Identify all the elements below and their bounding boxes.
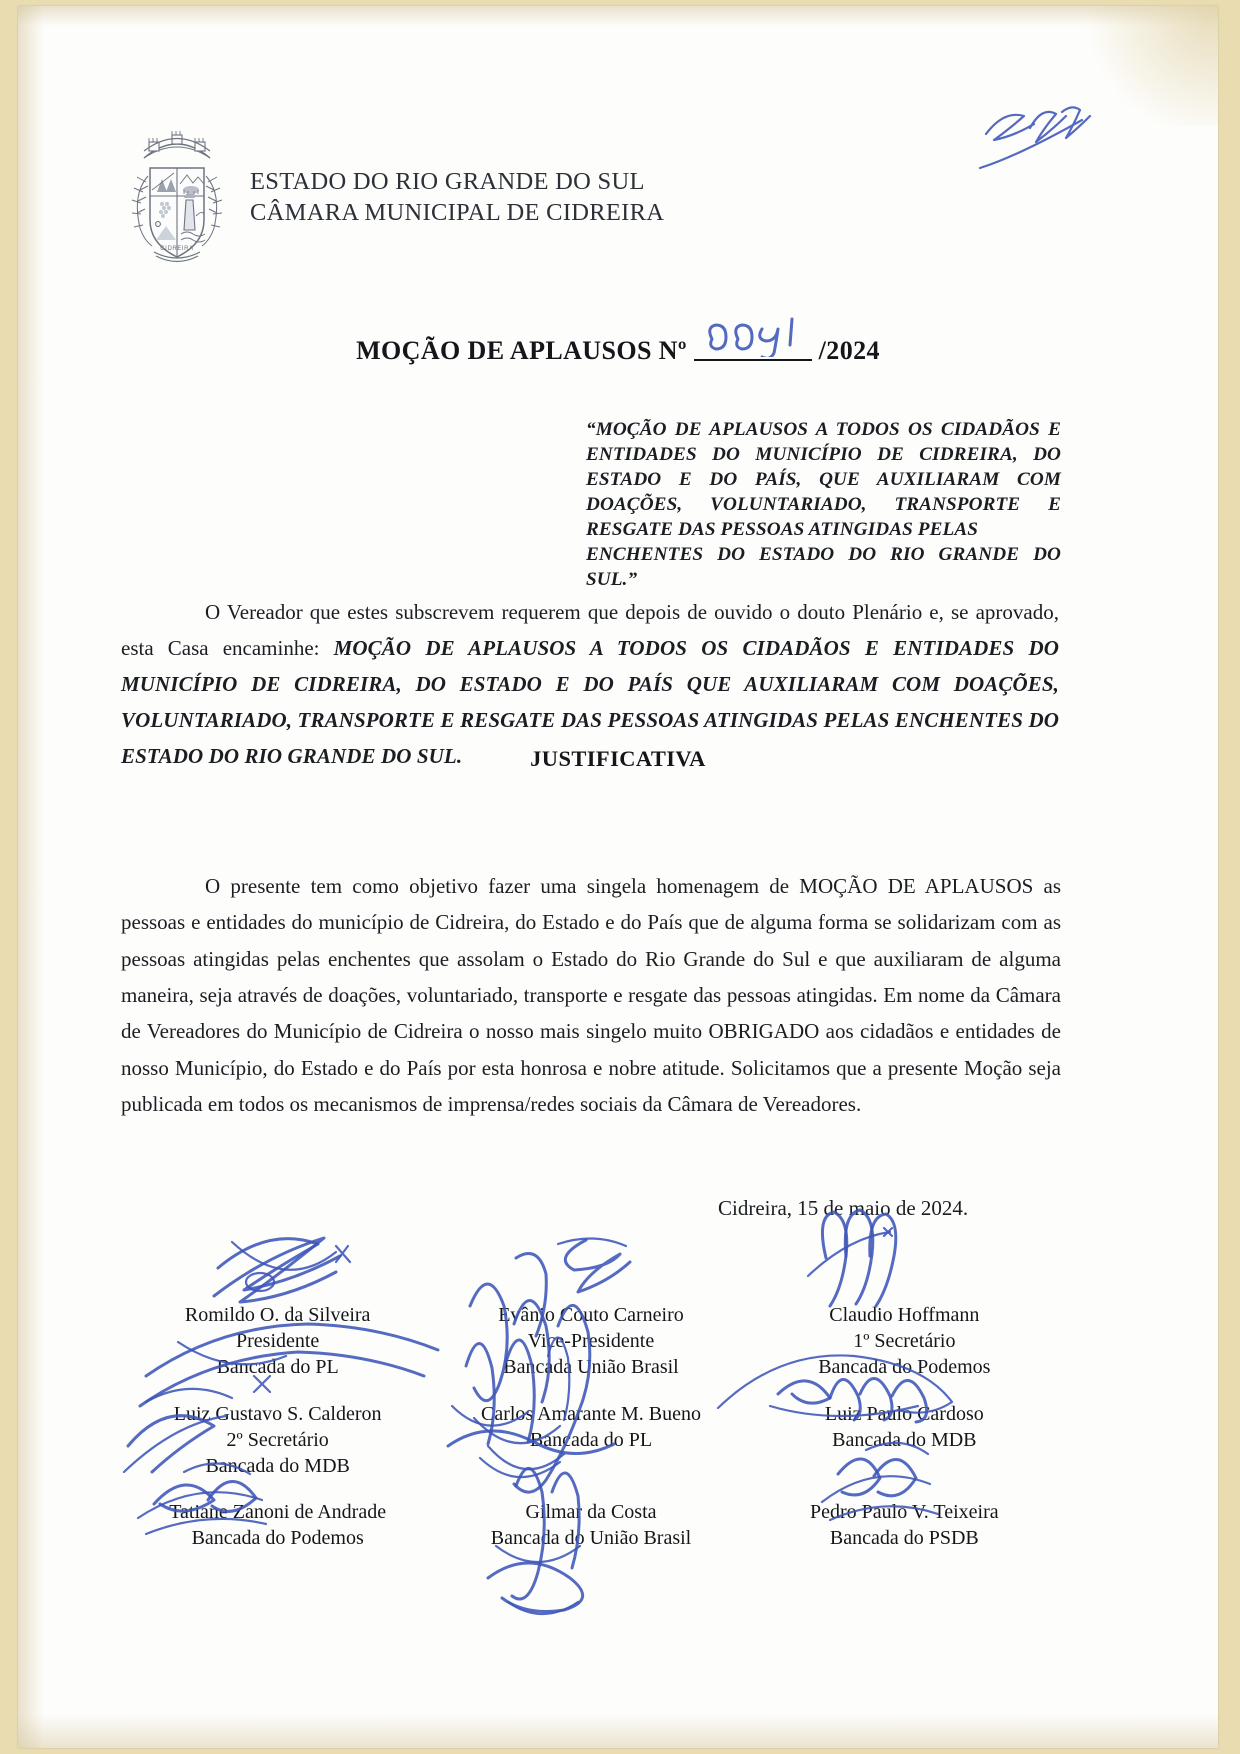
signatory-party: Bancada do PSDB bbox=[829, 1527, 979, 1549]
signature-block bbox=[121, 1256, 1061, 1555]
scanned-document-page bbox=[18, 6, 1218, 1748]
signatory-party: Bancada União Brasil bbox=[503, 1356, 679, 1378]
signatory-name: Gilmar da Costa bbox=[525, 1501, 657, 1523]
signature-cell bbox=[121, 1361, 434, 1477]
justificativa-paragraph bbox=[121, 868, 1061, 1122]
signatory-name: Tatiane Zanoni de Andrade bbox=[169, 1501, 387, 1523]
signatory-role: Vice-Presidente bbox=[527, 1330, 655, 1352]
signatory-name: Luiz Paulo Cardoso bbox=[824, 1403, 984, 1425]
emblem-caption: CIDREIRA bbox=[160, 246, 194, 252]
scan-edge-shading-left bbox=[18, 6, 44, 1748]
signatory-party: Bancada do Podemos bbox=[818, 1356, 991, 1378]
handwritten-document-number bbox=[696, 315, 812, 357]
signature-row bbox=[121, 1361, 1061, 1477]
signature-cell bbox=[748, 1459, 1061, 1555]
signatory-role: Presidente bbox=[236, 1330, 320, 1352]
signature-cell bbox=[121, 1256, 434, 1378]
signatory-name: Luiz Gustavo S. Calderon bbox=[173, 1403, 382, 1425]
document-title-prefix: MOÇÃO DE APLAUSOS Nº bbox=[356, 336, 687, 365]
signature-cell bbox=[434, 1459, 747, 1555]
document-number-blank bbox=[694, 338, 812, 361]
signatory-party: Bancada do União Brasil bbox=[490, 1527, 692, 1549]
signature-cell bbox=[434, 1361, 747, 1459]
signature-cell bbox=[748, 1256, 1061, 1378]
signature-cell bbox=[121, 1459, 434, 1555]
ementa-quote-block bbox=[586, 418, 1061, 593]
requerimento-emphasis: MOÇÃO DE APLAUSOS A TODOS OS CIDADÃOS E ENTIDADES DO MUNICÍPIO DE CIDREIRA, DO ESTADO E DO PAÍS QUE AUXILIARAM COM DOAÇÕES, VOLUNTARIADO, TRANSPORTE E RESGATE DAS PESSOAS ATINGIDAS PELAS ENCHENTES DO ESTADO DO RIO GRANDE DO SUL. bbox=[121, 636, 1059, 769]
org-line-chamber: CÂMARA MUNICIPAL DE CIDREIRA bbox=[250, 199, 665, 227]
signatory-name: Carlos Amarante M. Bueno bbox=[481, 1403, 701, 1425]
ementa-last-line: ENCHENTES DO ESTADO DO RIO GRANDE DO SUL.” bbox=[586, 543, 1061, 590]
signature-cell bbox=[748, 1361, 1061, 1459]
signatory-party: Bancada do Podemos bbox=[191, 1527, 364, 1549]
ementa-text: “MOÇÃO DE APLAUSOS A TODOS OS CIDADÃOS E ENTIDADES DO MUNICÍPIO DE CIDREIRA, DO ESTADO E DO PAÍS, QUE AUXILIARAM COM DOAÇÕES, VOLUNTARIADO, TRANSPORTE E RESGATE DAS PESSOAS ATINGIDAS PELAS bbox=[586, 419, 1061, 540]
signatory-party: Bancada do PL bbox=[529, 1429, 653, 1451]
signatory-name: Romildo O. da Silveira bbox=[184, 1304, 371, 1326]
signature-cell bbox=[434, 1256, 747, 1378]
organization-name bbox=[250, 166, 664, 229]
signatory-name: Pedro Paulo V. Teixeira bbox=[810, 1501, 999, 1523]
letterhead bbox=[118, 124, 664, 266]
justificativa-text: O presente tem como objetivo fazer uma singela homenagem de MOÇÃO DE APLAUSOS as pessoas e entidades do município de Cidreira, do Estado e do País que de alguma forma se solidarizam com as pessoas atingidas pelas enchentes que assolam o Estado do Rio Grande do Sul e que auxiliaram de alguma maneira, seja através de doações, voluntariado, transporte e resgate das pessoas atingidas. Em nome da Câmara de Vereadores do Município de Cidreira o nosso mais singelo muito OBRIGADO aos cidadãos e entidades de nosso Município, do Estado e do País por esta honrosa e nobre atitude. Solicitamos que a presente Moção seja publicada em todos os mecanismos de imprensa/redes sociais da Câmara de Vereadores. bbox=[121, 874, 1061, 1116]
signatory-name: Claudio Hoffmann bbox=[829, 1304, 980, 1326]
signatory-party: Bancada do PL bbox=[216, 1356, 339, 1378]
signatory-party: Bancada do MDB bbox=[205, 1455, 350, 1477]
handwritten-top-right-note bbox=[978, 94, 1098, 194]
signatory-party: Bancada do MDB bbox=[832, 1429, 977, 1451]
scan-edge-shading-top bbox=[18, 6, 1218, 26]
scan-edge-shading-bottom bbox=[18, 1714, 1218, 1748]
document-title bbox=[18, 336, 1218, 366]
document-year-suffix: /2024 bbox=[818, 336, 880, 365]
cidreira-coat-of-arms-icon bbox=[118, 124, 236, 266]
requerimento-lead: O Vereador que estes subscrevem requerem que depois de ouvido o douto Plenário e, se aprovado, esta Casa encaminhe: bbox=[121, 600, 1059, 661]
signature-row bbox=[121, 1459, 1061, 1555]
signatory-name: Evânio Couto Carneiro bbox=[498, 1304, 684, 1326]
place-and-date: Cidreira, 15 de maio de 2024. bbox=[718, 1196, 969, 1220]
signature-row bbox=[121, 1256, 1061, 1378]
justificativa-heading: JUSTIFICATIVA bbox=[530, 746, 706, 771]
signatory-role: 1º Secretário bbox=[853, 1330, 956, 1352]
signatory-role: 2º Secretário bbox=[226, 1429, 329, 1451]
org-line-state: ESTADO DO RIO GRANDE DO SUL bbox=[250, 168, 645, 195]
